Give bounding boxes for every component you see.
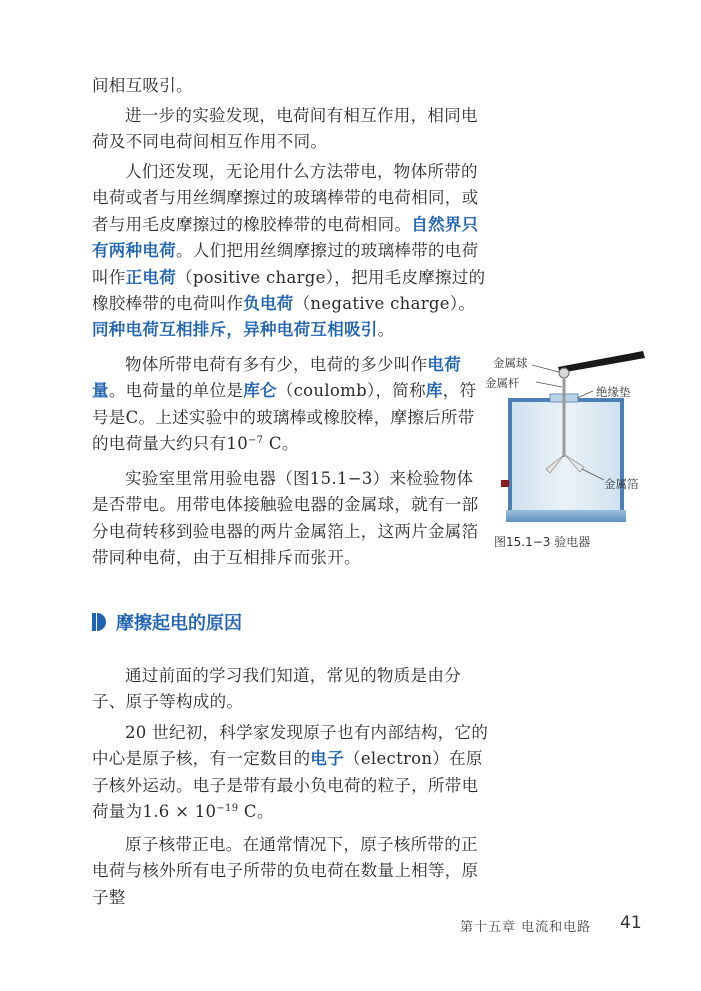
section-title: 摩擦起电的原因 [116, 613, 242, 634]
term-positive-charge: 正电荷 [125, 267, 177, 287]
label-metal-ball: 金属球 [493, 356, 528, 370]
paragraph-atom-structure: 20 世纪初，科学家发现原子也有内部结构，它的中心是原子核，有一定数目的电子（electron）在原子核外运动。电子是带有最小负电荷的粒子，所带电荷量为$1.6 \times 10^{-19}$ C。 [92, 723, 489, 822]
paragraph-two-kinds-of-charge: 人们还发现，无论用什么方法带电，物体所带的电荷或者与用丝绸摩擦过的玻璃棒带的电荷相同，或者与用毛皮摩擦过的橡胶棒带的电荷相同。自然界只有两种电荷。人们把用丝绸摩擦过的玻璃棒带的电荷叫作正电荷（positive charge），把用毛皮摩擦过的橡胶棒带的电荷叫作负电荷（negative charge）。同种电荷互相排斥，异种电荷互相吸引。 [92, 162, 486, 340]
term-negative-charge: 负电荷 [243, 294, 294, 314]
highlight-charge-rule: 同种电荷互相排斥，异种电荷互相吸引 [92, 320, 378, 340]
term-charge-quantity: 电荷量 [92, 355, 462, 401]
paragraph-charge-interaction: 进一步的实验发现，电荷间有相互作用，相同电荷及不同电荷间相互作用不同。 [92, 106, 478, 152]
paragraph-electroscope: 实验室里常用验电器（图15.1−3）来检验物体是否带电。用带电体接触验电器的金属球，就有一部分电荷转移到验电器的两片金属箔上，这两片金属箔带同种电荷，由于互相排斥而张开。 [92, 469, 479, 568]
paragraph-molecules: 通过前面的学习我们知道，常见的物质是由分子、原子等构成的。 [92, 666, 461, 712]
label-metal-rod: 金属杆 [485, 376, 520, 390]
paragraph-continuation: 间相互吸引。 [92, 76, 193, 95]
electroscope-illustration [488, 345, 648, 530]
term-coulomb: 库仑 [243, 381, 277, 401]
figure-caption: 图15.1−3 验电器 [494, 535, 591, 549]
highlight-two-kinds: 自然界只有两种电荷 [92, 214, 479, 261]
page-footer [460, 915, 660, 935]
term-electron: 电子 [310, 749, 345, 769]
electroscope-figure [488, 345, 648, 530]
paragraph-charge-quantity: 物体所带电荷有多有少，电荷的多少叫作电荷量。电荷量的单位是库仑（coulomb），简称库，符号是C。上述实验中的玻璃棒或橡胶棒，摩擦后所带的电荷量大约只有$10^{-7}$ C。 [92, 355, 477, 454]
label-insulating-pad: 绝缘垫 [596, 385, 631, 399]
section-heading [92, 610, 242, 634]
section-marker-icon [92, 613, 106, 631]
paragraph-nucleus: 原子核带正电。在通常情况下，原子核所带的正电荷与核外所有电子所带的负电荷在数量上相等，原子整 [92, 835, 479, 907]
label-metal-foil: 金属箔 [604, 477, 639, 491]
chapter-title: 第十五章 电流和电路 [460, 920, 592, 935]
term-coulomb-short: 库 [425, 381, 443, 401]
page-number: 41 [620, 913, 642, 933]
